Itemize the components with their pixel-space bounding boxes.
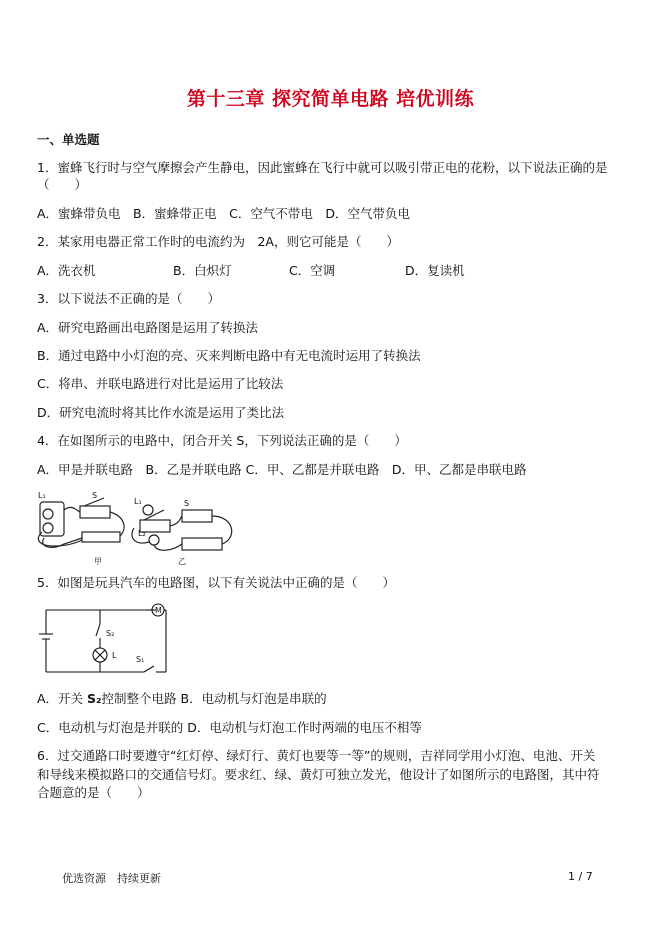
q5-option-a-symbol: S₂	[87, 691, 102, 706]
lamp-label: L	[112, 651, 117, 660]
q1-stem-line2: （ ）	[37, 177, 88, 192]
jia-battery-icon	[82, 532, 120, 542]
q2-option-b: B．白炽灯	[173, 263, 232, 278]
q3-option-a: A．研究电路画出电路图是运用了转换法	[37, 320, 259, 335]
figure-label-jia: 甲	[94, 557, 102, 566]
q5-options-line2: C．电动机与灯泡是并联的 D．电动机与灯泡工作时两端的电压不相等	[37, 720, 422, 735]
q3-stem: 3．以下说法不正确的是（ ）	[37, 291, 220, 306]
q3-option-b: B．通过电路中小灯泡的亮、灭来判断电路中有无电流时运用了转换法	[37, 348, 421, 363]
yi-lamp-l1-icon	[143, 505, 153, 515]
q6-stem-line3: 合题意的是（ ）	[37, 785, 150, 800]
yi-battery-icon	[182, 538, 222, 550]
q5-options-line1	[37, 690, 327, 708]
yi-label-l1: L₁	[134, 497, 142, 506]
jia-switch-icon	[80, 506, 110, 518]
q2-option-d: D．复读机	[405, 263, 465, 278]
yi-lamp-l2-icon	[149, 535, 159, 545]
motor-label: M	[155, 606, 162, 615]
q5-circuit-diagram	[36, 598, 170, 678]
footer-slogan: 优选资源 持续更新	[62, 872, 161, 885]
page-title: 第十三章 探究简单电路 培优训练	[186, 88, 475, 110]
switch-s1-icon	[144, 666, 154, 672]
q1-options: A．蜜蜂带负电 B．蜜蜂带正电 C．空气不带电 D．空气带负电	[37, 206, 410, 221]
q2-stem: 2．某家用电器正常工作时的电流约为 2A，则它可能是（ ）	[37, 234, 399, 249]
q4-stem: 4．在如图所示的电路中，闭合开关 S，下列说法正确的是（ ）	[37, 433, 407, 448]
section-heading: 一、单选题	[37, 132, 100, 147]
q3-option-d: D．研究电流时将其比作水流是运用了类比法	[37, 405, 285, 420]
yi-label-s: S	[184, 499, 190, 508]
q6-stem-line2: 和导线来模拟路口的交通信号灯。要求红、绿、黄灯可独立发光，他设计了如图所示的电路图，其中符	[37, 767, 600, 782]
q3-option-c: C．将串、并联电路进行对比是运用了比较法	[37, 376, 284, 391]
yi-component-icon	[182, 510, 212, 522]
jia-label-l1: L₁	[38, 491, 46, 500]
q5-option-a-prefix: A．开关	[37, 691, 88, 706]
q1-stem-line1: 1．蜜蜂飞行时与空气摩擦会产生静电，因此蜜蜂在飞行中就可以吸引带正电的花粉，以下说法正确的是	[37, 160, 608, 175]
page-number: 1 / 7	[568, 870, 593, 883]
q4-options: A．甲是并联电路 B．乙是并联电路 C．甲、乙都是并联电路 D．甲、乙都是串联电路	[37, 462, 527, 477]
jia-lamp-l2-icon	[43, 523, 53, 533]
jia-lamp-l1-icon	[43, 509, 53, 519]
q4-circuit-figure	[34, 488, 252, 568]
switch-s2-label: S₂	[106, 629, 115, 638]
figure-label-yi: 乙	[178, 557, 186, 566]
yi-label-l2: L₂	[138, 529, 146, 538]
q2-option-a: A．洗衣机	[37, 263, 96, 278]
q5-stem: 5．如图是玩具汽车的电路图，以下有关说法中正确的是（ ）	[37, 575, 395, 590]
q2-option-c: C．空调	[289, 263, 336, 278]
q5-option-ab-text: 控制整个电路 B．电动机与灯泡是串联的	[101, 691, 327, 706]
switch-s1-label: S₁	[136, 655, 145, 664]
switch-s2-icon	[96, 624, 100, 636]
q6-stem-line1: 6．过交通路口时要遵守“红灯停、绿灯行、黄灯也要等一等”的规则，吉祥同学用小灯泡、电池、开关	[37, 748, 596, 763]
jia-label-s: S	[92, 491, 98, 500]
